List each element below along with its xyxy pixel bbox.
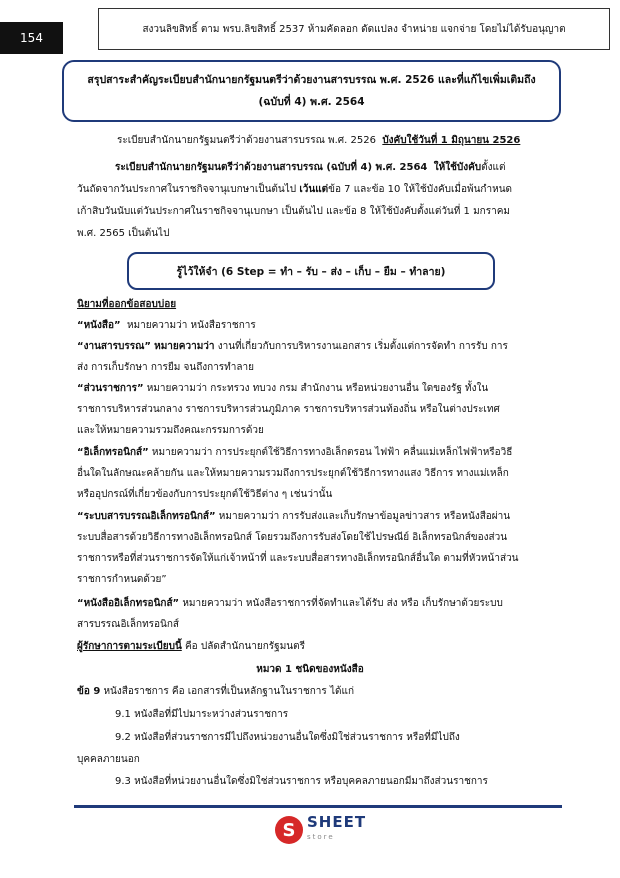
effective-date: บังคับใช้วันที่ 1 มิถุนายน 2526 [382,135,521,146]
intro2-line1: ระเบียบสำนักนายกรัฐมนตรีว่าด้วยงานสารบรรณ (ฉบับที่ 4) พ.ศ. 2564 ให้ใช้บังคับตั้งแต่ [115,162,506,173]
definition-electronic-line3: หรืออุปกรณ์ที่เกี่ยวข้องกับการประยุกต์ใช้วิธีต่าง ๆ เช่นว่านั้น [77,489,333,500]
item-9-2: 9.2 หนังสือที่ส่วนราชการมีไปถึงหน่วยงานอื่นใดซึ่งมิใช่ส่วนราชการ หรือที่มีไปถึง [115,732,460,743]
definition-e-book-line2: สารบรรณอิเล็กทรอนิกส์ [77,619,180,630]
caretaker: ผู้รักษาการตามระเบียบนี้ คือ ปลัดสำนักนายกรัฐมนตรี [77,641,305,652]
definition-electronic: “อิเล็กทรอนิกส์” หมายความว่า การประยุกต์ใช้วิธีการทางอิเล็กตรอน ไฟฟ้า คลื่นแม่เหล็กไฟฟ้าหรือวิธี [77,447,513,458]
title-line-2: (ฉบับที่ 4) พ.ศ. 2564 [258,96,365,108]
title-box [62,60,561,122]
title-line-1: สรุปสาระสำคัญระเบียบสำนักนายกรัฐมนตรีว่าด้วยงานสารบรรณ พ.ศ. 2526 และที่แก้ไขเพิ่มเติมถึง [87,74,536,86]
item-9-1: 9.1 หนังสือที่มีไปมาระหว่างส่วนราชการ [115,709,289,720]
definition-agency-line3: และให้หมายความรวมถึงคณะกรรมการด้วย [77,425,264,436]
item-9-2-line2: บุคคลภายนอก [77,754,140,765]
definition-saraban: “งานสารบรรณ” หมายความว่า งานที่เกี่ยวกับการบริหารงานเอกสาร เริ่มตั้งแต่การจัดทำ การรับ การ [77,341,508,352]
definition-agency-line2: ราชการบริหารส่วนกลาง ราชการบริหารส่วนภูมิภาค ราชการบริหารส่วนท้องถิ่น หรือในต่างประเทศ [77,404,500,415]
definition-agency: “ส่วนราชการ” หมายความว่า กระทรวง ทบวง กรม สำนักงาน หรือหน่วยงานอื่น ใดของรัฐ ทั้งใน [77,383,489,394]
page-number: 154 [0,22,63,54]
chapter-title: หมวด 1 ชนิดของหนังสือ [256,664,364,675]
item-9-3: 9.3 หนังสือที่หน่วยงานอื่นใดซึ่งมิใช่ส่วนราชการ หรือบุคคลภายนอกมีมาถึงส่วนราชการ [115,776,488,787]
article-9: ข้อ 9 หนังสือราชการ คือ เอกสารที่เป็นหลักฐานในราชการ ได้แก่ [77,686,354,697]
remember-box: รู้ไว้ให้จำ (6 Step = ทำ – รับ – ส่ง – เก็บ – ยืม – ทำลาย) [127,252,495,290]
intro2-line3: เก้าสิบวันนับแต่วันประกาศในราชกิจจานุเบกษา เป็นต้นไป และข้อ 8 ให้ใช้บังคับตั้งแต่วันที่ 1 มกราคม [77,206,510,217]
definition-e-book: “หนังสืออิเล็กทรอนิกส์” หมายความว่า หนังสือราชการที่จัดทำและได้รับ ส่ง หรือ เก็บรักษาด้วยระบบ [77,598,503,609]
definitions-heading: นิยามที่ออกข้อสอบบ่อย [77,299,177,310]
definition-e-system-line2: ระบบสื่อสารด้วยวิธีการทางอิเล็กทรอนิกส์ โดยรวมถึงการรับส่งโดยใช้ไปรษณีย์ อิเล็กทรอนิกส์ของส่วน [77,532,508,543]
intro2-line2: วันถัดจากวันประกาศในราชกิจจานุเบกษาเป็นต้นไป เว้นแต่ข้อ 7 และข้อ 10 ให้ใช้บังคับเมื่อพ้นกำหนด [77,184,513,195]
logo-text: SHEET [307,813,367,831]
definition-e-system: “ระบบสารบรรณอิเล็กทรอนิกส์” หมายความว่า การรับส่งและเก็บรักษาข้อมูลข่าวสาร หรือหนังสือผ่าน [77,511,511,522]
logo-subtext: store [307,833,335,841]
definition-electronic-line2: อื่นใดในลักษณะคล้ายกัน และให้หมายความรวมถึงการประยุกต์ใช้วิธีการทางแสง วิธีการ ทางแม่เหล็ก [77,468,509,479]
definition-e-system-line4: ราชการกำหนดด้วย” [77,574,167,585]
footer-divider [74,805,562,808]
copyright-notice: สงวนลิขสิทธิ์ ตาม พรบ.ลิขสิทธิ์ 2537 ห้ามคัดลอก ดัดแปลง จำหน่าย แจกจ่าย โดยไม่ได้รับอนุญาต [98,8,610,50]
logo-mark-icon: S [275,816,303,844]
definition-book: “หนังสือ” หมายความว่า หนังสือราชการ [77,320,256,331]
intro-effective-date: ระเบียบสำนักนายกรัฐมนตรีว่าด้วยงานสารบรรณ พ.ศ. 2526 บังคับใช้วันที่ 1 มิถุนายน 2526 [117,135,521,146]
sheet-store-logo [275,815,366,845]
definition-saraban-line2: ส่ง การเก็บรักษา การยืม จนถึงการทำลาย [77,362,254,373]
intro2-line4: พ.ศ. 2565 เป็นต้นไป [77,228,170,239]
definition-e-system-line3: ราชการหรือที่ส่วนราชการจัดให้แก่เจ้าหน้าที่ และระบบสื่อสารทางอิเล็กทรอนิกส์อื่นใด ตามที่หัวหน้าส่วน [77,553,519,564]
